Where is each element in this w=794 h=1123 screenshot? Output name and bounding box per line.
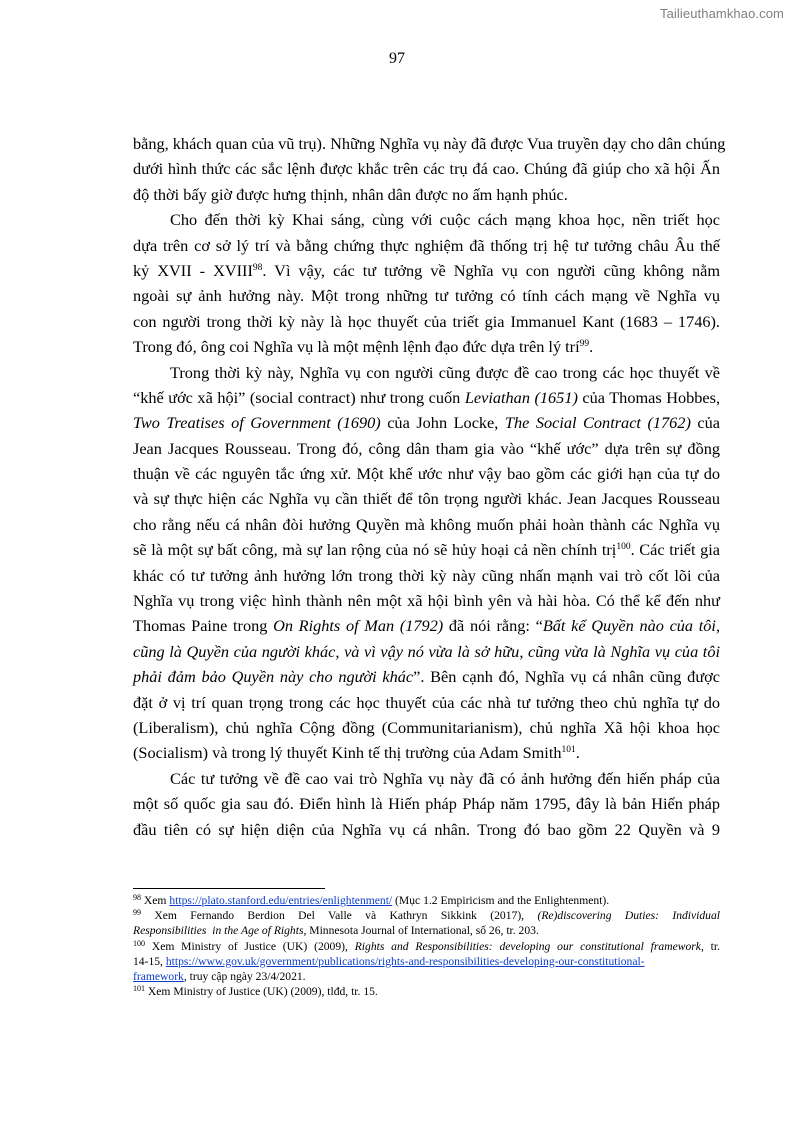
- text-line: ngoài sự ảnh hưởng này. Một trong những tư tưởng có tính cách mạng về Nghĩa vụ: [133, 286, 720, 306]
- text-line: (Socialism) và trong lý thuyết Kinh tế thị trường của Adam Smith$^{101}$.: [133, 743, 580, 763]
- text-line: đặt ở vị trí quan trọng trong các học thuyết của các nhà tư tưởng theo chủ nghĩa tự do: [133, 692, 720, 712]
- body-text: [133, 131, 726, 842]
- text-line: thuận về các nguyên tắc ứng xử. Một khế ước như vậy bao gồm các giới hạn của tự do: [133, 464, 720, 484]
- text-line: đầu tiên có sự hiện diện của Nghĩa vụ cá nhân. Trong đó bao gồm 22 Quyền và 9: [133, 819, 720, 839]
- footnote-ref-98[interactable]: 98: [252, 262, 263, 273]
- text-line: dựa trên cơ sở lý trí và bằng chứng thực nghiệm đã thống trị hệ tư tưởng châu Âu thế: [133, 235, 720, 255]
- text-line: và sự thực hiện các Nghĩa vụ cần thiết để tôn trọng người khác. Jean Jacques Rousseau: [133, 489, 720, 509]
- footnote-separator: [133, 888, 325, 889]
- text-line: Two Treatises of Government (1690) của John Locke, The Social Contract (1762) của: [133, 413, 720, 433]
- text-line: Trong đó, ông coi Nghĩa vụ là một mệnh lệnh đạo đức dựa trên lý trí$^{99}$.: [133, 337, 594, 357]
- footnote-link[interactable]: framework: [133, 970, 184, 984]
- footnote-100: $^{100}$ Xem Ministry of Justice (UK) (2009), Rights and Responsibilities: developing our constitutional framework, tr.: [133, 938, 720, 953]
- text-line: cho rằng nếu cá nhân đòi hưởng Quyền mà không muốn phải hoàn thành các Nghĩa vụ: [133, 514, 720, 534]
- footnote-98: $^{98}$ Xem https://plato.stanford.edu/entries/enlightenment/ (Mục 1.2 Empiricism and the Enlightenment).: [133, 893, 610, 907]
- text-line: Các tư tưởng về đề cao vai trò Nghĩa vụ này đã có ảnh hưởng đến hiến pháp của: [170, 768, 720, 788]
- footnote-101: $^{101}$ Xem Ministry of Justice (UK) (2009), tlđd, tr. 15.: [133, 984, 378, 999]
- text-line: sẽ là một sự bất công, mà sự lan rộng của nó sẽ hủy hoại cả nền chính trị$^{100}$. Các triết gia: [133, 540, 721, 560]
- text-line: Nghĩa vụ trong việc hình thành nên một xã hội bình yên và hài hòa. Có thể kể đến như: [133, 591, 720, 611]
- text-line: độ thời bấy giờ được hưng thịnh, nhân dân được no ấm hạnh phúc.: [133, 184, 568, 204]
- text-line: dưới hình thức các sắc lệnh được khắc trên các trụ đá cao. Chúng đã giúp cho xã hội Ấn: [133, 159, 720, 179]
- footnote-ref-100[interactable]: 100: [616, 542, 631, 553]
- footnote-link[interactable]: https://plato.stanford.edu/entries/enlightenment/: [169, 894, 393, 907]
- text-line: một số quốc gia sau đó. Điển hình là Hiến pháp Pháp năm 1795, đây là bản Hiến pháp: [133, 794, 720, 814]
- footnote-100-cont2: framework, truy cập ngày 23/4/2021.: [133, 970, 306, 984]
- text-line: khác có tư tưởng ảnh hưởng lớn trong thời kỳ này cũng nhấn mạnh vai trò cốt lõi của: [133, 565, 720, 585]
- footnote-link[interactable]: https://www.gov.uk/government/publications/rights-and-responsibilities-developing-our-constitutional-: [165, 954, 645, 968]
- text-line: kỷ XVII - XVIII$^{98}$. Vì vậy, các tư tưởng về Nghĩa vụ con người cũng không nằm: [133, 260, 720, 280]
- text-line: bằng, khách quan của vũ trụ). Những Nghĩa vụ này đã được Vua truyền dạy cho dân chúng: [133, 134, 726, 153]
- text-line: con người trong thời kỳ này là học thuyết của triết gia Immanuel Kant (1683 – 1746).: [133, 311, 720, 331]
- text-line: “khế ước xã hội” (social contract) như trong cuốn Leviathan (1651) của Thomas Hobbes,: [133, 387, 721, 407]
- text-line: (Liberalism), chủ nghĩa Cộng đồng (Communitarianism), chủ nghĩa Xã hội khoa học: [133, 717, 720, 737]
- watermark: Tailieuthamkhao.com: [659, 6, 784, 21]
- text-line: cũng là Quyền của người khác, và vì vậy nó vừa là sở hữu, cũng vừa là Nghĩa vụ của tôi: [133, 641, 720, 661]
- text-line: Cho đến thời kỳ Khai sáng, cùng với cuộc cách mạng khoa học, nền triết học: [170, 210, 720, 230]
- text-line: Jean Jacques Rousseau. Trong đó, công dân tham gia vào “khế ước” dựa trên sự đồng: [133, 438, 720, 458]
- text-line: Trong thời kỳ này, Nghĩa vụ con người cũng được đề cao trong các học thuyết về: [170, 362, 720, 382]
- footnote-ref-101[interactable]: 101: [561, 745, 576, 756]
- footnotes: [133, 893, 720, 999]
- footnote-99: $^{99}$ Xem Fernando Berdion Del Valle và Kathryn Sikkink (2017), (Re)discovering Duties: Individual: [133, 908, 720, 923]
- text-line: Thomas Paine trong On Rights of Man (1792) đã nói rằng: “Bất kể Quyền nào của tôi,: [133, 616, 721, 636]
- footnote-100-cont: 14-15, https://www.gov.uk/government/publications/rights-and-responsibilities-developing-our-constitutional-: [133, 954, 645, 968]
- footnote-99-cont: Responsibilities in the Age of Rights, Minnesota Journal of International, số 26, tr. 203.: [133, 924, 539, 938]
- page-number: 97: [389, 50, 405, 67]
- footnote-ref-99[interactable]: 99: [579, 339, 590, 350]
- text-line: phải đảm bảo Quyền này cho người khác”. Bên cạnh đó, Nghĩa vụ cá nhân cũng được: [133, 667, 720, 687]
